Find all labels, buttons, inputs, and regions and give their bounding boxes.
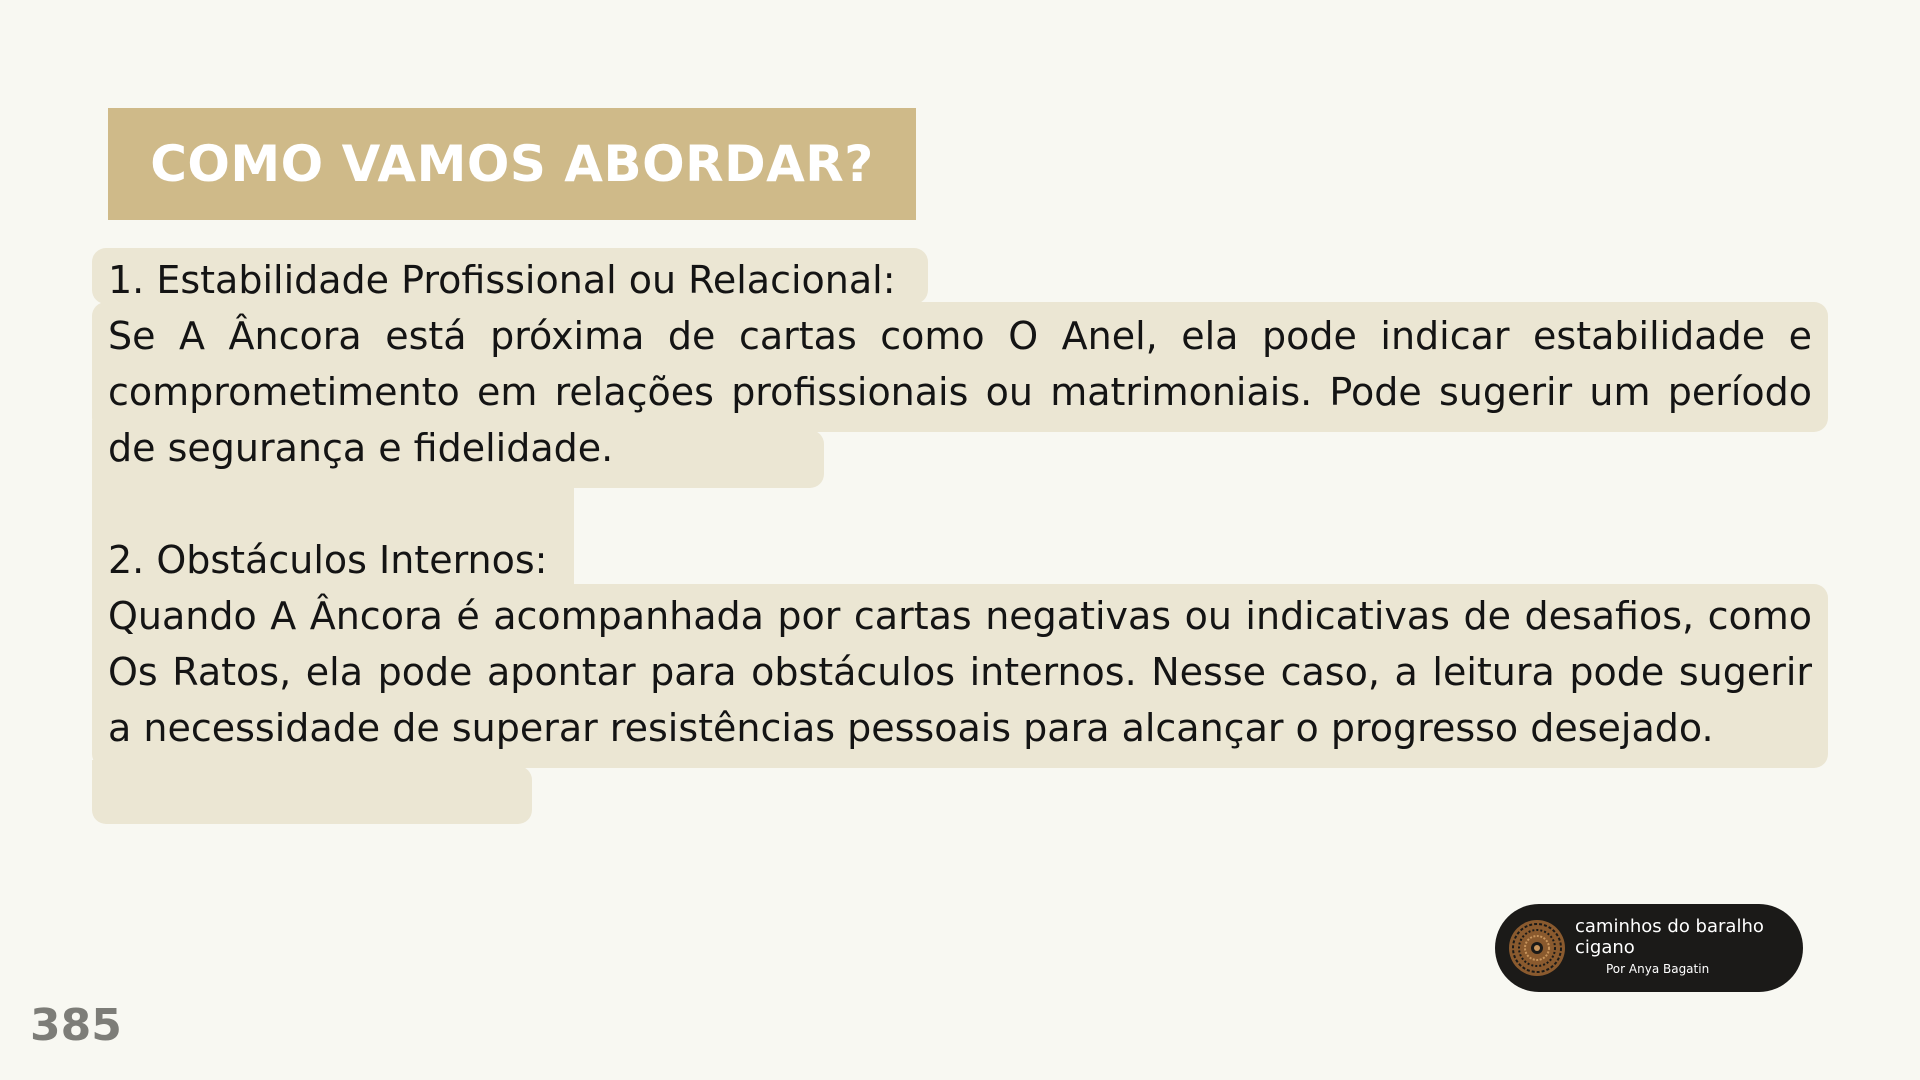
page-number: 385 [30, 1000, 122, 1051]
page-title: COMO VAMOS ABORDAR? [150, 135, 874, 193]
section-body-1: Se A Âncora está próxima de cartas como O Anel, ela pode indicar estabilidade e comprometimento em relações profissionais ou matrimoniais. Pode sugerir um período de segurança e fidelidade. [108, 314, 1812, 470]
logo-title: caminhos do baralho cigano [1575, 916, 1764, 958]
section-heading-1: 1. Estabilidade Profissional ou Relacional: [108, 258, 896, 302]
title-banner [108, 108, 916, 220]
section-heading-2: 2. Obstáculos Internos: [108, 538, 548, 582]
mandala-icon [1507, 918, 1567, 978]
brand-logo [1495, 904, 1803, 992]
section-body-2: Quando A Âncora é acompanhada por cartas negativas ou indicativas de desafios, como Os Ratos, ela pode apontar para obstáculos internos. Nesse caso, a leitura pode sugerir a necessidade de superar resistências pessoais para alcançar o progresso desejado. [108, 594, 1812, 750]
section-spacer [108, 476, 1812, 532]
logo-subtitle: Por Anya Bagatin [1606, 962, 1710, 976]
content-text [108, 252, 1812, 756]
